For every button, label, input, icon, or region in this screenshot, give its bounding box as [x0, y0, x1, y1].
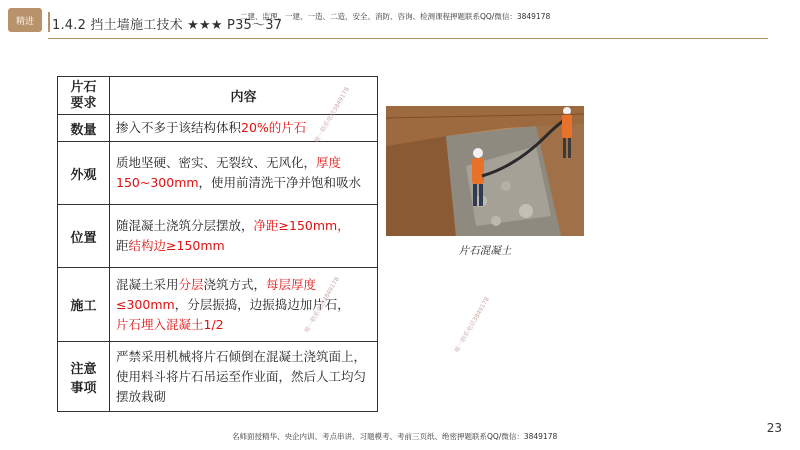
header-divider [48, 38, 768, 39]
row-key: 施工 [58, 268, 110, 342]
row-value: 质地坚硬、密实、无裂纹、无风化，厚度150~300mm，使用前清洗干净并饱和吸水 [110, 142, 378, 205]
row-value: 混凝土采用分层浇筑方式，每层厚度≤300mm，分层振捣，边振捣边加片石， 片石埋入混凝土1/2 [110, 268, 378, 342]
rubble-concrete-photo [386, 106, 584, 236]
row-key: 位置 [58, 205, 110, 268]
header-key [58, 77, 110, 115]
row-key: 数量 [58, 115, 110, 142]
requirements-table [57, 76, 378, 412]
table-row [58, 142, 378, 205]
photo-caption: 片石混凝土 [458, 245, 512, 257]
page-number: 23 [766, 421, 782, 435]
table-row [58, 342, 378, 412]
logo-badge: 精进 [8, 8, 42, 32]
bottom-promo-text: 名师面授精华、央企内训、考点串讲、习题模考、考前三页纸、绝密押题联系QQ/微信：3849178 [232, 432, 558, 441]
header-value: 内容 [110, 77, 378, 115]
row-value: 随混凝土浇筑分层摆放，净距≥150mm， 距结构边≥150mm [110, 205, 378, 268]
row-key: 外观 [58, 142, 110, 205]
watermark: 唯一联系电话3849178 [303, 276, 341, 334]
watermark: 唯一联系电话3849178 [453, 296, 491, 354]
row-key: 注意事项 [58, 342, 110, 412]
header-key-label: 片石要求 [70, 79, 97, 111]
section-title: 1.4.2 挡土墙施工技术 ★★★ P35～37 [52, 18, 283, 33]
row-value: 掺入不多于该结构体积20%的片石 [110, 115, 378, 142]
watermark: 唯一联系电话3849178 [313, 86, 351, 144]
construction-photo-illustration [386, 106, 584, 236]
table-row [58, 268, 378, 342]
table-row [58, 205, 378, 268]
top-promo-text: 二建、监理、一建、一造、二造、安全、消防、咨询、检测课程押题联系QQ/微信：3849178 [240, 12, 551, 21]
row-value: 严禁采用机械将片石倾倒在混凝土浇筑面上，使用料斗将片石吊运至作业面，然后人工均匀摆放栽砌 [110, 342, 378, 412]
header-marker [48, 12, 50, 32]
